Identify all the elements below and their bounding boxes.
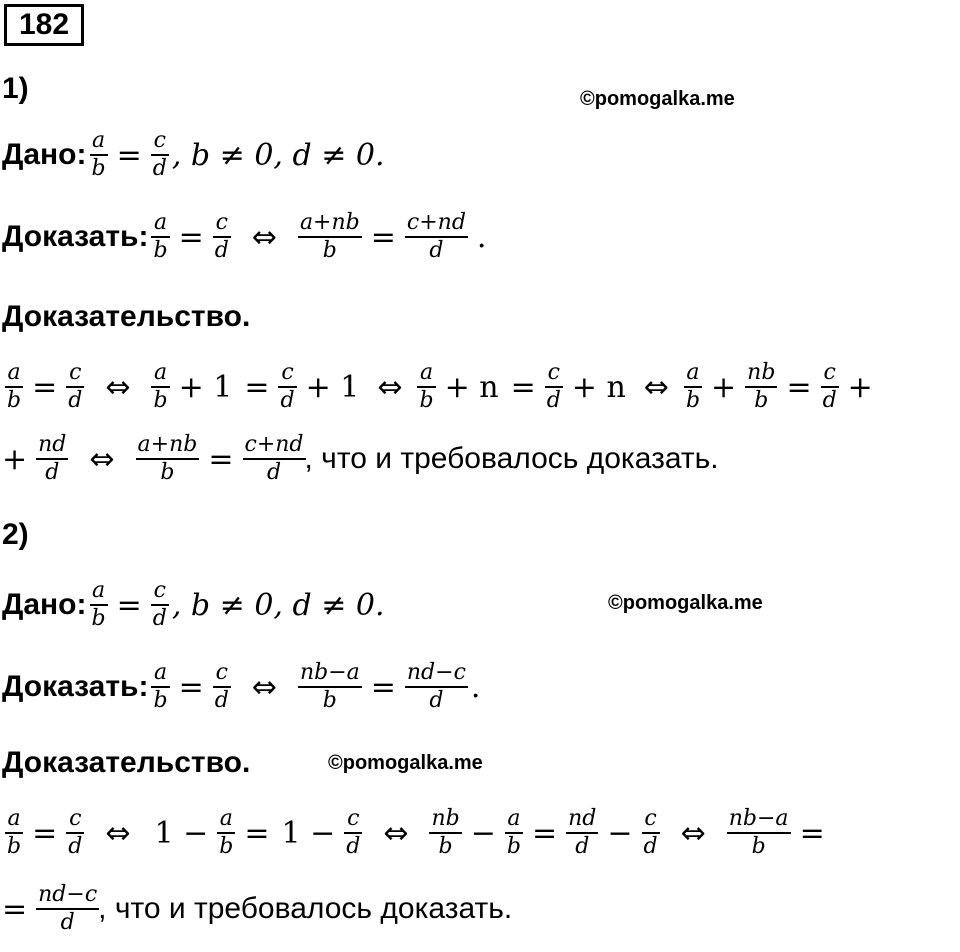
denominator: d [266, 460, 282, 485]
iff-symbol: ⇔ [251, 219, 277, 255]
math-operator: − [470, 815, 496, 851]
denominator: b [438, 834, 453, 859]
watermark: ©pomogalka.me [580, 88, 735, 110]
numerator: c [215, 210, 228, 235]
math-operator: = [510, 369, 536, 405]
fraction [642, 806, 660, 860]
denominator: b [322, 238, 337, 263]
denominator: d [214, 238, 229, 263]
fraction [213, 210, 231, 264]
numerator: c [153, 128, 166, 153]
math-operator: 1 − [281, 815, 336, 851]
prove-label: Доказать: [2, 220, 149, 253]
fraction [36, 882, 99, 936]
math-operator: = [786, 369, 812, 405]
watermark: ©pomogalka.me [328, 752, 483, 774]
denominator: b [685, 388, 701, 413]
numerator: c+nd [244, 432, 304, 457]
numerator: a [7, 806, 21, 831]
numerator: nd−c [38, 882, 98, 907]
denominator: b [322, 688, 337, 713]
problem-number: 182 [4, 4, 84, 46]
fraction [727, 806, 791, 860]
fraction [566, 806, 598, 860]
numerator: c [547, 360, 560, 385]
denominator: b [153, 238, 168, 263]
iff-symbol: ⇔ [89, 441, 115, 477]
math-operator: = [116, 587, 142, 623]
denominator: b [751, 834, 766, 859]
numerator: a [7, 360, 21, 385]
given-conditions: , b ≠ 0, d ≠ 0. [171, 137, 385, 173]
math-operator: = [32, 815, 58, 851]
fraction [684, 360, 702, 414]
math-operator: = [178, 669, 204, 705]
fraction [505, 806, 523, 860]
denominator: d [643, 834, 658, 859]
math-operator: + [847, 369, 873, 405]
fraction [405, 660, 468, 714]
fraction [151, 360, 169, 414]
denominator: d [152, 156, 167, 181]
part1-proof-line2 [2, 432, 719, 486]
math-operator: = [32, 369, 58, 405]
math-operator: = [244, 815, 270, 851]
part2-proof-line2 [2, 882, 512, 936]
math-operator: = [2, 891, 28, 927]
part2-number: 2) [2, 518, 29, 551]
denominator: d [546, 388, 561, 413]
math-operator: + n [444, 369, 499, 405]
denominator: b [91, 156, 106, 181]
iff-symbol: ⇔ [105, 369, 131, 405]
denominator: b [153, 388, 168, 413]
proof-label: Доказательство. [2, 300, 251, 333]
denominator: b [91, 606, 106, 631]
fraction [298, 210, 362, 264]
denominator: d [575, 834, 590, 859]
denominator: d [45, 460, 60, 485]
fraction [417, 360, 435, 414]
numerator: a [91, 128, 106, 153]
fraction [151, 660, 169, 714]
denominator: d [429, 238, 444, 263]
math-operator: . [470, 669, 481, 705]
conclusion-text: , что и требовалось доказать. [304, 442, 719, 475]
denominator: d [822, 388, 837, 413]
numerator: c [69, 360, 82, 385]
numerator: c [347, 806, 360, 831]
iff-symbol: ⇔ [680, 815, 706, 851]
numerator: nb [747, 360, 776, 385]
numerator: nd−c [406, 660, 466, 685]
fraction [151, 210, 169, 264]
math-operator: = [799, 815, 825, 851]
denominator: b [160, 460, 175, 485]
numerator: a [153, 660, 168, 685]
conclusion-text: , что и требовалось доказать. [98, 892, 513, 925]
numerator: nd [568, 806, 597, 831]
numerator: a+nb [137, 432, 198, 457]
math-operator: − [607, 815, 633, 851]
math-operator: = [370, 219, 396, 255]
denominator: d [214, 688, 229, 713]
fraction [298, 660, 362, 714]
denominator: d [60, 910, 75, 935]
numerator: a [686, 360, 700, 385]
math-operator: = [116, 137, 142, 173]
fraction [36, 432, 68, 486]
denominator: b [219, 834, 234, 859]
fraction [66, 806, 84, 860]
math-operator: 1 − [154, 815, 209, 851]
denominator: d [280, 388, 295, 413]
denominator: b [754, 388, 769, 413]
given-label: Дано: [2, 138, 87, 171]
fraction [5, 806, 23, 860]
denominator: b [506, 834, 521, 859]
iff-symbol: ⇔ [377, 369, 403, 405]
denominator: d [152, 606, 167, 631]
numerator: c+nd [406, 210, 466, 235]
iff-symbol: ⇔ [251, 669, 277, 705]
math-operator: + n [571, 369, 626, 405]
part2-given: Дано: $\frac{a}{b}$ = $\frac{c}{d}$ , b ≠ 0, d ≠ 0. [2, 578, 385, 631]
part2-prove: Доказать: $\frac{a}{b}$ = $\frac{c}{d}$ ⇔ $\frac{nb-a}{b}$ = $\frac{nd-c}{d}$ . [2, 660, 481, 713]
denominator: b [7, 834, 22, 859]
numerator: nd [38, 432, 67, 457]
denominator: b [7, 388, 22, 413]
fraction [90, 578, 108, 632]
fraction [213, 660, 231, 714]
iff-symbol: ⇔ [643, 369, 669, 405]
fraction [136, 432, 200, 486]
math-operator: + 1 [305, 369, 360, 405]
iff-symbol: ⇔ [105, 815, 131, 851]
part1-prove [2, 210, 492, 264]
numerator: nb [431, 806, 460, 831]
numerator: a+nb [299, 210, 360, 235]
math-operator: + [2, 441, 28, 477]
numerator: a [419, 360, 434, 385]
numerator: c [644, 806, 657, 831]
denominator: d [68, 388, 83, 413]
fraction [151, 578, 169, 632]
part1-proof-line1 [2, 360, 879, 414]
math-operator: = [531, 815, 558, 851]
math-operator: = [208, 441, 234, 477]
fraction [745, 360, 777, 414]
math-operator: = [178, 219, 204, 255]
proof-label: Доказательство. [2, 746, 251, 779]
iff-symbol: ⇔ [383, 815, 409, 851]
numerator: c [823, 360, 836, 385]
fraction-a-b [90, 128, 108, 182]
denominator: d [346, 834, 361, 859]
math-operator: = [370, 669, 396, 705]
fraction [5, 360, 23, 414]
numerator: a [153, 210, 168, 235]
numerator: a [153, 360, 168, 385]
fraction [278, 360, 296, 414]
denominator: d [429, 688, 444, 713]
math-operator: = [244, 369, 270, 405]
fraction [545, 360, 563, 414]
math-operator: . [476, 219, 487, 255]
numerator: c [69, 806, 82, 831]
part1-given [2, 128, 385, 182]
part1-number: 1) [2, 72, 29, 105]
part2-proof-line1 [2, 806, 831, 860]
numerator: nb−a [299, 660, 360, 685]
numerator: a [219, 806, 233, 831]
denominator: d [68, 834, 83, 859]
fraction [429, 806, 461, 860]
numerator: a [507, 806, 521, 831]
fraction [217, 806, 235, 860]
numerator: c [215, 660, 228, 685]
math-operator: + 1 [178, 369, 233, 405]
fraction [66, 360, 84, 414]
math-operator: + [711, 369, 737, 405]
numerator: a [91, 578, 106, 603]
denominator: b [153, 688, 168, 713]
numerator: nb−a [728, 806, 789, 831]
fraction [821, 360, 839, 414]
watermark: ©pomogalka.me [608, 592, 763, 614]
fraction [344, 806, 362, 860]
denominator: b [419, 388, 434, 413]
numerator: c [153, 578, 166, 603]
numerator: c [281, 360, 294, 385]
fraction [405, 210, 468, 264]
fraction [243, 432, 306, 486]
fraction-c-d [151, 128, 169, 182]
